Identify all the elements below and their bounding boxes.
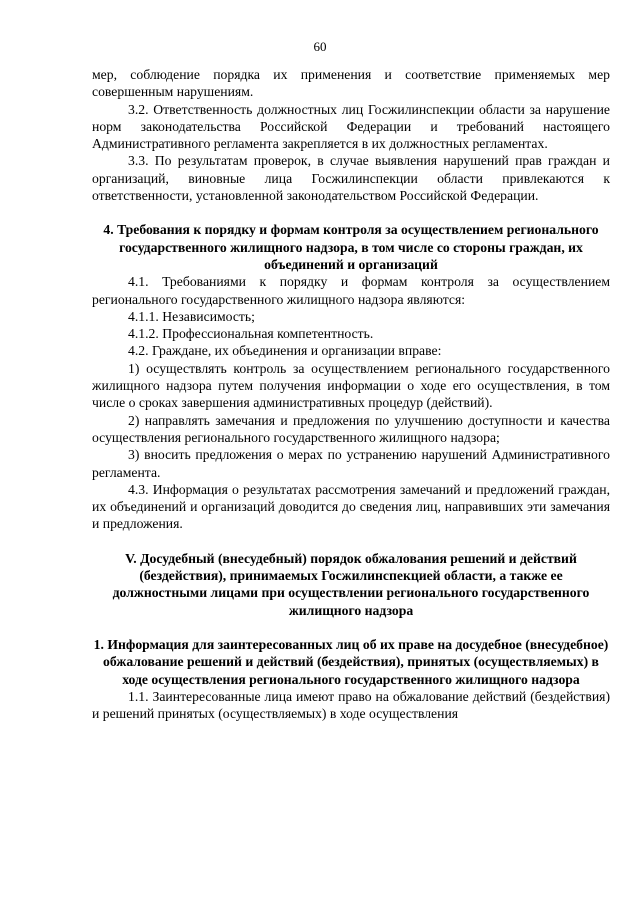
- paragraph: 3.2. Ответственность должностных лиц Госжилинспекции области за нарушение норм законодательства Российской Федерации и требований настоящего Административного регламента закрепляется в их должностных регламентах.: [92, 101, 610, 152]
- blank-line: [92, 533, 610, 550]
- paragraph: 1.1. Заинтересованные лица имеют право на обжалование действий (бездействия) и решений принятых (осуществляемых) в ходе осуществления: [92, 688, 610, 722]
- paragraph: 3) вносить предложения о мерах по устранению нарушений Административного регламента.: [92, 447, 610, 480]
- paragraph: 4.3. Информация о результатах рассмотрения замечаний и предложений граждан, их объединений и организаций доводится до сведения лиц, направивших эти замечания и предложения.: [92, 481, 610, 532]
- paragraph: 4.1. Требованиями к порядку и формам контроля за осуществлением регионального государственного жилищного надзора являются:: [92, 274, 610, 307]
- page-number: 60: [313, 39, 327, 54]
- section-heading: 1. Информация для заинтересованных лиц об их праве на досудебное (внесудебное) обжалование решений и действий (бездействия), принятых (осуществляемых) в ходе осуществления регионального государственного жилищного надзора: [93, 636, 609, 687]
- blank-line: [92, 619, 610, 636]
- section-heading: V. Досудебный (внесудебный) порядок обжалования решений и действий (бездействия), принимаемых Госжилинспекцией области, а также ее должностными лицами при осуществлении регионального государственного жилищного надзора: [112, 550, 590, 618]
- paragraph: 1) осуществлять контроль за осуществлением регионального государственного жилищного надзора путем получения информации о ходе его осуществления, в том числе о сроках завершения административных процедур (действий).: [92, 360, 610, 411]
- section-heading: 4. Требования к порядку и формам контроля за осуществлением регионального государственного жилищного надзора, в том числе со стороны граждан, их объединений и организаций: [103, 222, 599, 272]
- paragraph: 4.1.2. Профессиональная компетентность.: [128, 326, 374, 342]
- blank-line: [92, 204, 610, 221]
- paragraph: 3.3. По результатам проверок, в случае выявления нарушений прав граждан и организаций, виновные лица Госжилинспекции области привлекаются к ответственности, установленной законодательством Российской Федерации.: [92, 153, 610, 204]
- document-body: [92, 66, 610, 722]
- paragraph: 4.2. Граждане, их объединения и организации вправе:: [128, 343, 442, 359]
- paragraph: 4.1.1. Независимость;: [128, 308, 255, 324]
- paragraph: 2) направлять замечания и предложения по улучшению доступности и качества осуществления регионального государственного жилищного надзора;: [92, 412, 610, 445]
- paragraph: мер, соблюдение порядка их применения и соответствие применяемых мер совершенным нарушениям.: [92, 67, 610, 100]
